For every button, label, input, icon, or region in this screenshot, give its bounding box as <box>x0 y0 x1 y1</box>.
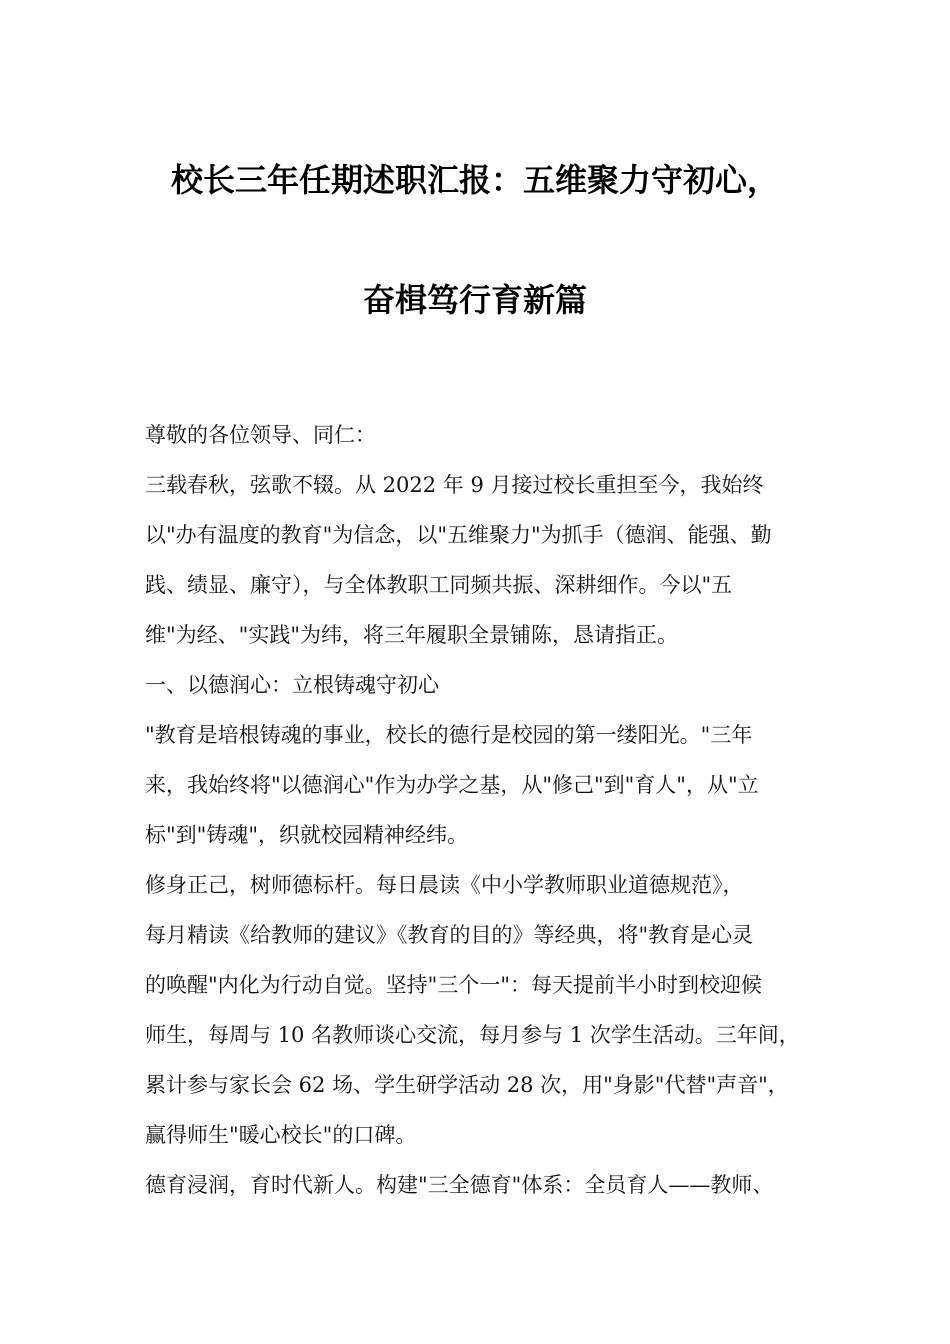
paragraph-line: 来，我始终将"以德润心"作为办学之基，从"修己"到"育人"，从"立 <box>145 773 759 797</box>
section-heading: 一、以德润心：立根铸魂守初心 <box>145 673 439 697</box>
document-body <box>145 410 835 1210</box>
paragraph-line: 践、绩显、廉守），与全体教职工同频共振、深耕细作。今以"五 <box>145 573 733 597</box>
paragraph-line: 修身正己，树师德标杆。每日晨读《中小学教师职业道德规范》， <box>145 873 744 897</box>
paragraph-line: 以"办有温度的教育"为信念，以"五维聚力"为抓手（德润、能强、勤 <box>145 523 772 547</box>
document-title-line-2: 奋楫笃行育新篇 <box>362 281 587 319</box>
paragraph-line: 维"为经、"实践"为纬，将三年履职全景铺陈，恳请指正。 <box>145 623 678 647</box>
paragraph-line: 赢得师生"暖心校长"的口碑。 <box>145 1123 417 1147</box>
paragraph-line: 每月精读《给教师的建议》《教育的目的》等经典，将"教育是心灵 <box>145 923 754 947</box>
paragraph-line: 的唤醒"内化为行动自觉。坚持"三个一"：每天提前半小时到校迎候 <box>145 973 762 997</box>
paragraph-line: 累计参与家长会 62 场、学生研学活动 28 次，用"身影"代替"声音"， <box>145 1073 789 1097</box>
paragraph-line: 师生，每周与 10 名教师谈心交流，每月参与 1 次学生活动。三年间， <box>145 1023 800 1047</box>
paragraph-line: 德育浸润，育时代新人。构建"三全德育"体系：全员育人——教师、 <box>145 1173 774 1197</box>
paragraph-line: "教育是培根铸魂的事业，校长的德行是校园的第一缕阳光。"三年 <box>145 723 753 747</box>
paragraph-line: 标"到"铸魂"，织就校园精神经纬。 <box>145 823 468 847</box>
paragraph-line: 三载春秋，弦歌不辍。从 2022 年 9 月接过校长重担至今，我始终 <box>145 473 764 497</box>
salutation: 尊敬的各位领导、同仁： <box>145 423 376 447</box>
document-title-line-1: 校长三年任期述职汇报：五维聚力守初心， <box>170 161 779 199</box>
